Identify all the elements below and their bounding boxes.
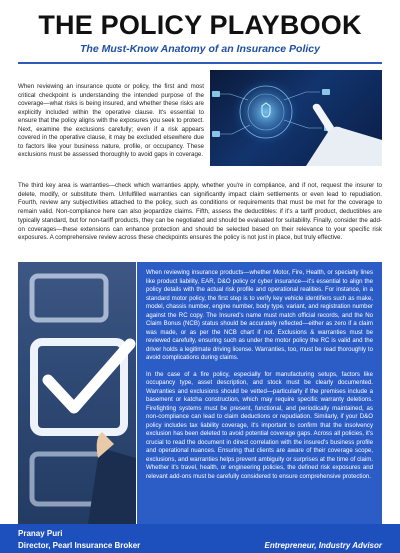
checkbox-illustration xyxy=(18,262,136,524)
hero-image-digital-hand xyxy=(210,70,382,166)
intro-paragraph: When reviewing an insurance quote or policy, the first and most critical checkpoint is understanding the intended purpose of the coverage—what risks is being insured, and whether these risks are explicitly included within the operative clause. It's essential to ensure that the policy aligns with the exposures you seek to protect. Next, examine the exclusions carefully; even if a risk appears covered in the operative clause, it may be excluded elsewhere due to factors like your business nature, profile, or occupancy. These exclusions must be assessed thoroughly to avoid gaps in coverage. xyxy=(18,83,204,159)
title-divider xyxy=(18,62,382,64)
author-name: Pranay Puri xyxy=(18,529,63,538)
panel-paragraph-motor: When reviewing insurance products—whether Motor, Fire, Health, or specialty lines like product liability, EAR, D&O policy or cyber insurance—it's essential to align the policy details with the actual risk profile and operational realities. For instance, in a standard motor policy, the first step is to verify key vehicle identifiers such as make, model, chassis number, engine number, body type, variant, and registration number against the RC copy. The Insured's name must match official records, and the No Claim Bonus (NCB) status should be accurately reflected—either as zero if a claim was made, or as per the NCB chart if not. Exclusions & warranties must be reviewed carefully, ensuring such as under the motor policy the RC is valid and the driver holds a legitimate driving license. Warranties, too, must be read thoroughly to avoid complications during claims. xyxy=(146,269,373,361)
panel-paragraph-fire: In the case of a fire policy, especially for manufacturing setups, factors like occupancy type, asset description, and stock must be clearly documented. Warranties and exclusions should be vetted—particularly if the premises include a basement or katcha construction, which may require specific warranty deletions. Firefighting systems must be present, functional, and periodically maintained, as non-compliance can lead to claim deductions or repudiation. Similarly, if your D&O policy includes tax liability coverage, it's important to confirm that the insolvency exclusion has been deleted to avoid potential coverage gaps. Across all policies, it's crucial to read the document in direct correlation with the insured's business profile and operational nuances. Ensuring that clients are aware of their coverage scope, exclusions, and warranties helps prevent ambiguity or surprises at the time of claim. Whether it's travel, health, or engineering policies, the defined risk exposures and relevant add-ons must be carefully considered to ensure comprehensive protection. xyxy=(146,370,373,480)
body-paragraph-two: The third key area is warranties—check which warranties apply, whether you're in compliance, and if not, request the insurer to delete, modify, or substitute them. Unfulfilled warranties can significantly impact claim settlements or even lead to repudiation. Fourth, review any subjectivities attached to the policy, such as conditions or requirements that must be met for the coverage to remain valid. Non-compliance here can also jeopardize claims. Fifth, assess the deductibles: if it's a tariff product, deductibles are typically standard, but for non-tariff products, they can be negotiated and should be evaluated for suitability. Finally, consider the add-on coverages—these extensions can enhance protection and should be selected based on their relevance to your specific risk exposures. A comprehensive review across these checkpoints ensures the policy is not just in place, but truly effective. xyxy=(18,182,382,242)
author-tagline: Entrepreneur, Industry Advisor xyxy=(264,541,382,550)
page-title: THE POLICY PLAYBOOK xyxy=(38,10,362,40)
footer-bar xyxy=(0,524,400,553)
checkmark-photo xyxy=(18,262,136,524)
author-role: Director, Pearl Insurance Broker xyxy=(18,541,141,550)
hero-illustration xyxy=(210,70,382,166)
page-subtitle: The Must-Know Anatomy of an Insurance Policy xyxy=(80,43,320,55)
policy-details-panel xyxy=(137,262,382,524)
